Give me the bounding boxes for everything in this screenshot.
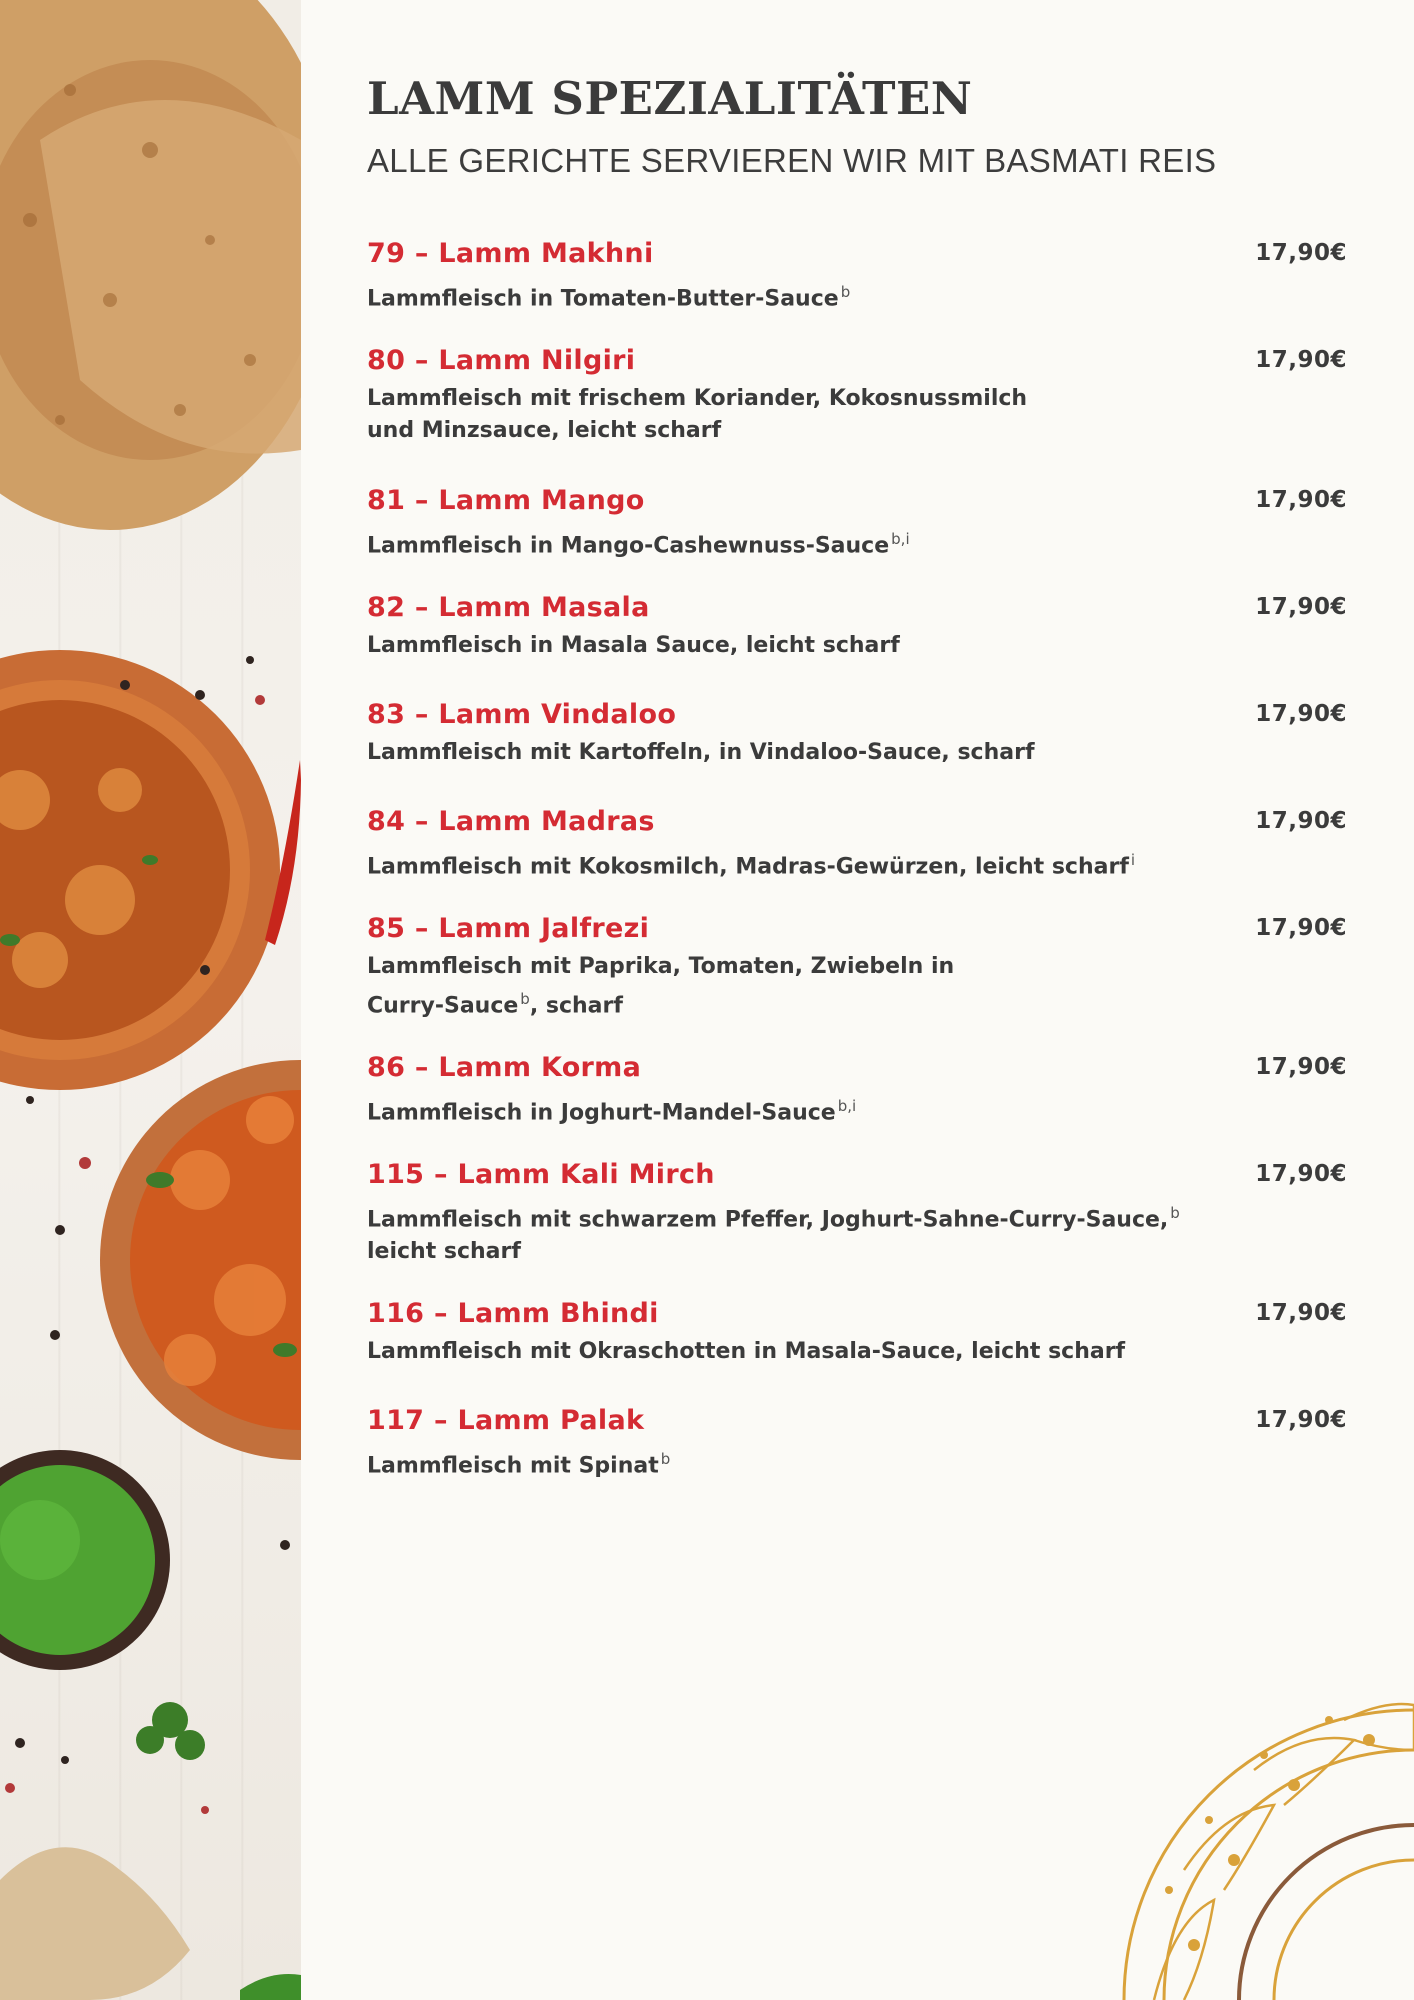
allergen-note: b — [660, 1450, 671, 1468]
description-text: Curry-Sauce — [367, 993, 519, 1019]
dish-name: 86 – Lamm Korma — [367, 1052, 642, 1083]
dish-name: 115 – Lamm Kali Mirch — [367, 1159, 715, 1190]
allergen-note: b — [840, 283, 851, 301]
dish-description — [367, 630, 1167, 662]
description-text: Lammfleisch mit Paprika, Tomaten, Zwiebeln in — [367, 954, 955, 979]
dish-description — [367, 951, 1167, 1022]
description-line — [367, 844, 1167, 883]
dish-description — [367, 1197, 1180, 1268]
dish-description — [367, 844, 1167, 883]
description-text: und Minzsauce, leicht scharf — [367, 418, 722, 443]
description-text: Lammfleisch mit frischem Koriander, Kokosnussmilch — [367, 386, 1028, 411]
description-line — [367, 630, 1167, 662]
description-text: Lammfleisch in Joghurt-Mandel-Sauce — [367, 1100, 836, 1126]
description-line — [367, 383, 1167, 415]
description-line — [367, 415, 1167, 447]
description-line — [367, 737, 1167, 769]
dish-price: 17,90€ — [1255, 701, 1347, 727]
description-text: Lammfleisch mit Okraschotten in Masala-Sauce, leicht scharf — [367, 1339, 1126, 1364]
dish-price: 17,90€ — [1255, 1054, 1347, 1080]
dish-description — [367, 1336, 1167, 1368]
dish-description — [367, 1443, 1167, 1482]
page-title: LAMM SPEZIALITÄTEN — [367, 72, 973, 125]
description-tail: , scharf — [529, 993, 623, 1019]
page-subtitle: ALLE GERICHTE SERVIEREN WIR MIT BASMATI REIS — [367, 142, 1217, 179]
allergen-note: b,i — [891, 530, 910, 548]
dish-price: 17,90€ — [1255, 487, 1347, 513]
description-line — [367, 523, 1167, 562]
dish-price: 17,90€ — [1255, 915, 1347, 941]
dish-price: 17,90€ — [1255, 808, 1347, 834]
dish-description — [367, 383, 1167, 447]
dish-name: 83 – Lamm Vindaloo — [367, 699, 677, 730]
description-line — [367, 951, 1167, 983]
description-line — [367, 276, 1167, 315]
dish-price: 17,90€ — [1255, 1161, 1347, 1187]
description-text: Lammfleisch mit Kartoffeln, in Vindaloo-Sauce, scharf — [367, 740, 1035, 765]
description-line — [367, 1197, 1180, 1236]
description-text: leicht scharf — [367, 1239, 521, 1265]
description-text: Lammfleisch mit Kokosmilch, Madras-Gewürzen, leicht scharf — [367, 854, 1129, 880]
ginger — [0, 1847, 190, 2000]
description-text: Lammfleisch in Mango-Cashewnuss-Sauce — [367, 533, 890, 559]
dish-name: 85 – Lamm Jalfrezi — [367, 913, 650, 944]
dish-price: 17,90€ — [1255, 1300, 1347, 1326]
allergen-note: b,i — [837, 1097, 857, 1115]
description-text: Lammfleisch in Masala Sauce, leicht scharf — [367, 633, 900, 658]
dish-name: 80 – Lamm Nilgiri — [367, 345, 636, 376]
mandala-ornament — [1114, 1660, 1414, 2000]
dish-price: 17,90€ — [1255, 1407, 1347, 1433]
food-illustration — [0, 0, 301, 2000]
description-text: Lammfleisch mit schwarzem Pfeffer, Joghurt-Sahne-Curry-Sauce, — [367, 1207, 1169, 1233]
dish-description — [367, 737, 1167, 769]
dish-name: 79 – Lamm Makhni — [367, 238, 654, 269]
description-line — [367, 1336, 1167, 1368]
dish-name: 82 – Lamm Masala — [367, 592, 650, 623]
dish-name: 81 – Lamm Mango — [367, 485, 645, 516]
food-photo — [0, 0, 301, 2000]
dish-price: 17,90€ — [1255, 594, 1347, 620]
description-text: Lammfleisch in Tomaten-Butter-Sauce — [367, 286, 839, 312]
allergen-note: b — [520, 990, 530, 1008]
description-line — [367, 1236, 1167, 1268]
allergen-note: i — [1130, 851, 1136, 869]
allergen-note: b — [1170, 1204, 1180, 1222]
dish-description — [367, 276, 1167, 315]
dish-name: 117 – Lamm Palak — [367, 1405, 645, 1436]
description-text: Lammfleisch mit Spinat — [367, 1453, 659, 1479]
description-line — [367, 983, 1167, 1022]
dish-name: 116 – Lamm Bhindi — [367, 1298, 659, 1329]
dish-name: 84 – Lamm Madras — [367, 806, 655, 837]
dish-price: 17,90€ — [1255, 240, 1347, 266]
coriander-leaves — [136, 1702, 205, 1760]
dish-price: 17,90€ — [1255, 347, 1347, 373]
dish-description — [367, 1090, 1167, 1129]
description-line — [367, 1443, 1167, 1482]
description-line — [367, 1090, 1167, 1129]
dish-description — [367, 523, 1167, 562]
